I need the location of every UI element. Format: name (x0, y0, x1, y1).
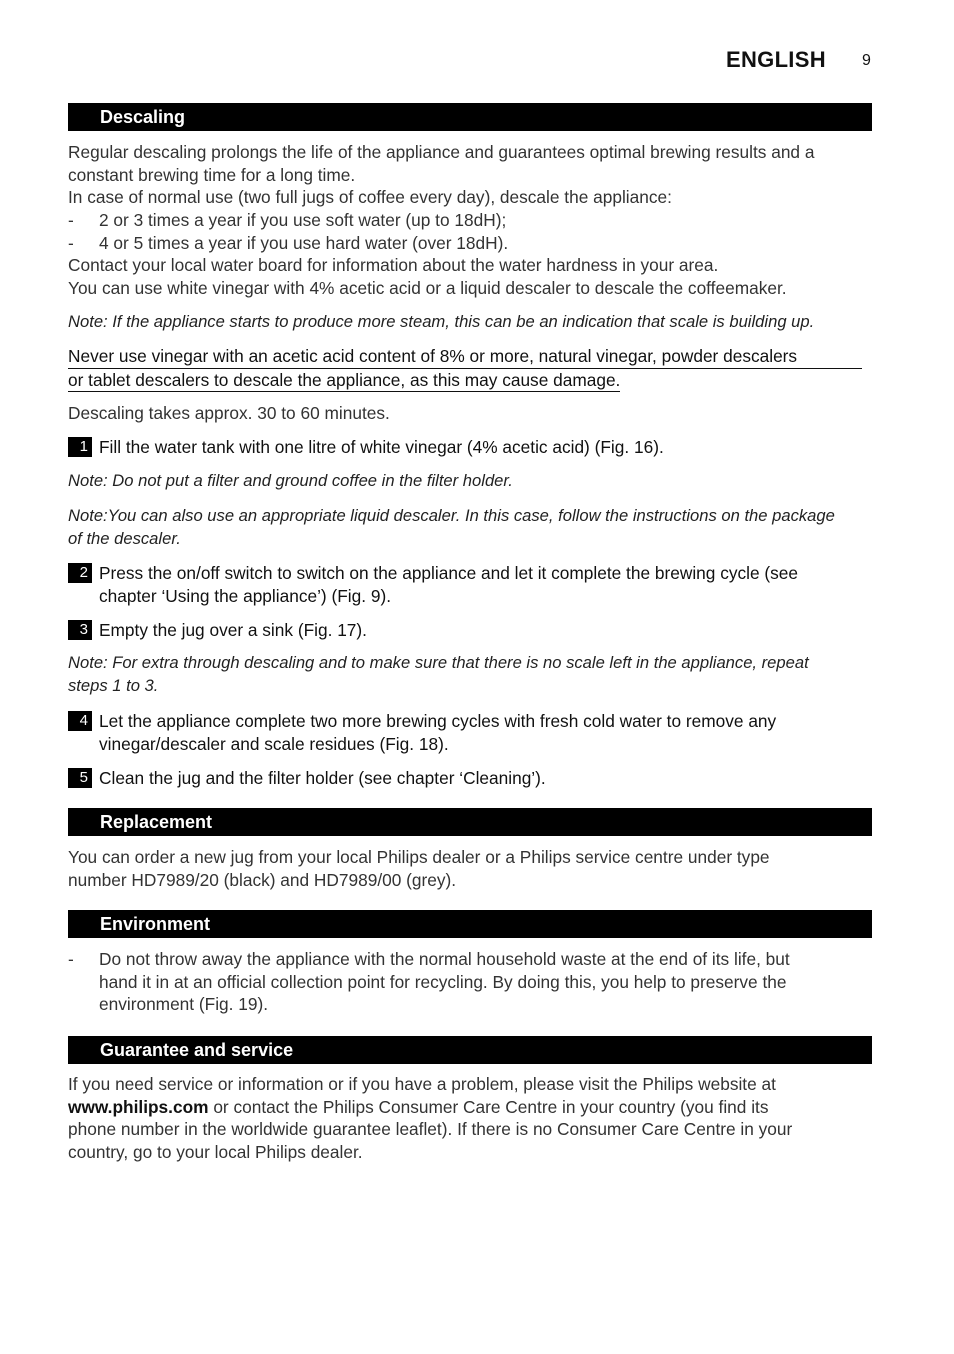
text-line: If you need service or information or if you have a problem, please visit the Philips website at (68, 1074, 776, 1094)
text-line: constant brewing time for a long time. (68, 164, 356, 185)
step-number-1: 1 (68, 437, 92, 457)
text-line: Do not throw away the appliance with the normal household waste at the end of its life, but (99, 949, 790, 969)
step-number-4: 4 (68, 711, 92, 731)
step-4-text (99, 710, 869, 755)
section-heading-replacement: Replacement (68, 808, 872, 836)
list-dash: - (68, 949, 74, 969)
text-line: of the descaler. (68, 528, 181, 548)
text-line: You can order a new jug from your local Philips dealer or a Philips service centre under type (68, 847, 770, 867)
descaling-intro (68, 141, 868, 209)
warning-line: or tablet descalers to descale the appliance, as this may cause damage. (68, 369, 620, 393)
text-line: Note:You can also use an appropriate liquid descaler. In this case, follow the instructions on the package (68, 506, 835, 525)
list-dash: - (68, 210, 74, 230)
text-line: country, go to your local Philips dealer. (68, 1142, 363, 1163)
step-2-text (99, 562, 869, 607)
warning-vinegar (68, 345, 862, 392)
replacement-text (68, 846, 868, 891)
text-line: steps 1 to 3. (68, 675, 159, 695)
text-line: Press the on/off switch to switch on the appliance and let it complete the brewing cycle (see (99, 563, 798, 583)
text-line: phone number in the worldwide guarantee leaflet). If there is no Consumer Care Centre in your (68, 1119, 793, 1140)
text-line: In case of normal use (two full jugs of coffee every day), descale the appliance: (68, 187, 672, 208)
section-heading-descaling: Descaling (68, 103, 872, 131)
step-3-text (99, 619, 869, 642)
step-number-5: 5 (68, 768, 92, 788)
step-number-3: 3 (68, 620, 92, 640)
text-fragment: or contact the Philips Consumer Care Centre in your country (you find its (208, 1096, 769, 1117)
text-line: 4 or 5 times a year if you use hard water (over 18dH). (99, 233, 509, 253)
language-label: ENGLISH (726, 47, 826, 72)
text-line: Note: For extra through descaling and to make sure that there is no scale left in the appliance, repeat (68, 653, 809, 672)
note-liquid-descaler (68, 505, 868, 550)
descaling-after-list (68, 254, 868, 299)
page-number: 9 (862, 52, 871, 69)
text-line: Descaling takes approx. 30 to 60 minutes. (68, 403, 390, 423)
text-line: You can use white vinegar with 4% acetic acid or a liquid descaler to descale the coffeemaker. (68, 277, 787, 298)
step-number-2: 2 (68, 563, 92, 583)
text-line: Fill the water tank with one litre of white vinegar (4% acetic acid) (Fig. 16). (99, 437, 664, 457)
step-1-text (99, 436, 869, 459)
text-line (68, 1096, 868, 1119)
text-line: 2 or 3 times a year if you use soft water (up to 18dH); (99, 210, 507, 230)
section-heading-environment: Environment (68, 910, 872, 938)
guarantee-text (68, 1073, 868, 1164)
text-line: environment (Fig. 19). (99, 994, 269, 1015)
text-line: chapter ‘Using the appliance’) (Fig. 9). (99, 585, 392, 606)
list-dash: - (68, 233, 74, 253)
text-line: Note: If the appliance starts to produce more steam, this can be an indication that scale is building up. (68, 312, 815, 331)
warning-line: Never use vinegar with an acetic acid content of 8% or more, natural vinegar, powder descalers (68, 345, 862, 369)
text-line: Contact your local water board for information about the water hardness in your area. (68, 255, 719, 275)
philips-website-link[interactable]: www.philips.com (68, 1096, 209, 1117)
environment-text (99, 948, 869, 1016)
step-5-text (99, 767, 869, 790)
list-item-hard-water (99, 232, 869, 255)
text-line: vinegar/descaler and scale residues (Fig. 18). (99, 733, 449, 754)
descaling-duration (68, 402, 868, 425)
text-line: hand it in at an official collection point for recycling. By doing this, you help to preserve the (99, 971, 787, 992)
text-line: Clean the jug and the filter holder (see chapter ‘Cleaning’). (99, 768, 546, 788)
text-line: Note: Do not put a filter and ground coffee in the filter holder. (68, 471, 513, 490)
text-line: Let the appliance complete two more brewing cycles with fresh cold water to remove any (99, 711, 777, 731)
text-line: Regular descaling prolongs the life of the appliance and guarantees optimal brewing results and a (68, 142, 815, 162)
section-heading-guarantee: Guarantee and service (68, 1036, 872, 1064)
note-filter (68, 470, 868, 493)
note-repeat-steps (68, 652, 868, 697)
note-steam (68, 311, 868, 334)
list-item-soft-water (99, 209, 869, 232)
text-line: Empty the jug over a sink (Fig. 17). (99, 620, 367, 640)
text-line: number HD7989/20 (black) and HD7989/00 (grey). (68, 869, 457, 890)
